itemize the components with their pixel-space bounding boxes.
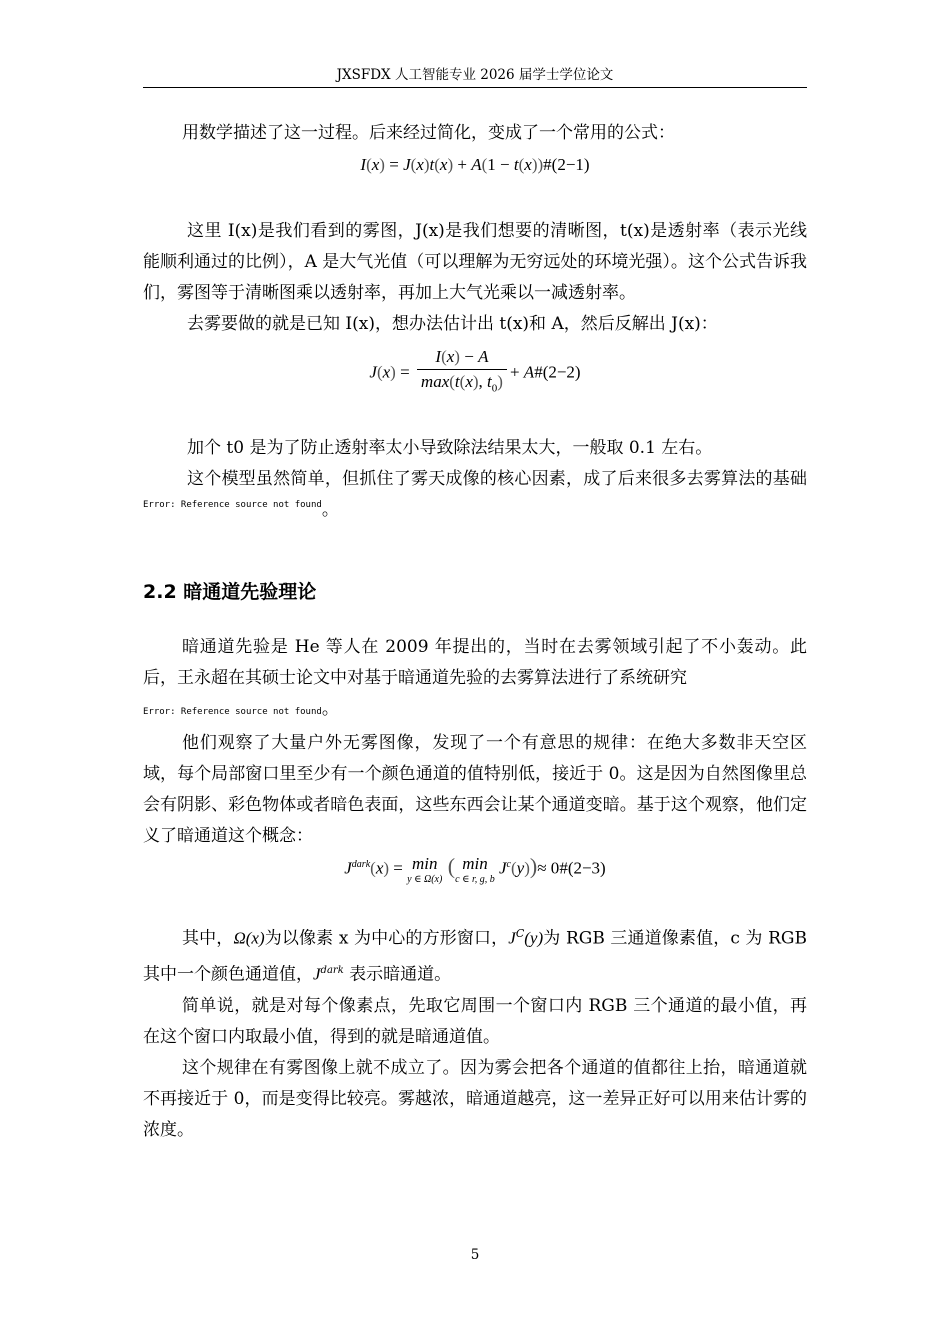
paragraph: 去雾要做的就是已知 I(x)，想办法估计出 t(x)和 A，然后反解出 J(x)： [187,314,718,334]
paragraph: 这个模型虽然简单，但抓住了雾天成像的核心因素，成了后来很多去雾算法的基础$^{Error: Reference source not found}$。 [143,469,807,521]
page-content [143,118,807,1146]
citation-error: Error: Reference source not found [143,707,322,718]
paragraph: 这里 I(x)是我们看到的雾图，J(x)是我们想要的清晰图，t(x)是透射率（表示光线能顺利通过的比例），A 是大气光值（可以理解为无穷远处的环境光强）。这个公式告诉我们，雾图等于清晰图乘以透射率，再加上大气光乘以一减透射率。 [143,221,807,303]
page-number: 5 [470,1247,480,1263]
paragraph: 简单说，就是对每个像素点，先取它周围一个窗口内 RGB 三个通道的最小值，再在这个窗口内取最小值，得到的就是暗通道值。 [143,995,807,1047]
paragraph: 用数学描述了这一过程。后来经过简化，变成了一个常用的公式： [182,123,675,143]
equation-2-1: I(x) = J(x)t(x) + A(1 − t(x))#(2−1) [360,155,590,174]
paragraph: 暗通道先验是 He 等人在 2009 年提出的，当时在去雾领域引起了不小轰动。此后，王永超在其硕士论文中对基于暗通道先验的去雾算法进行了系统研究 Error: Reference source not found。 [143,637,807,720]
paragraph: 这个规律在有雾图像上就不成立了。因为雾会把各个通道的值都往上抬，暗通道就不再接近于 0，而是变得比较亮。雾越浓，暗通道越亮，这一差异正好可以用来估计雾的浓度。 [143,1057,807,1140]
equation-tag: #(2−1) [543,155,590,174]
paragraph: 加个 t0 是为了防止透射率太小导致除法结果太大，一般取 0.1 左右。 [187,438,713,459]
equation-2-2: J(x) = $\frac{I(x) - A}{\max(t(x), t_0)}$ + A#(2−2) [143,346,807,399]
fraction: $\frac{I(x) - A}{\max(t(x), t_0)}$ [417,346,507,399]
paragraph: 其中，Ω(x)为以像素 x 为中心的方形窗口，$J^C(y)$为 RGB 三通道像素值，c 为 RGB 其中一个颜色通道值，$J^{dark}$ 表示暗通道。 [143,927,807,985]
equation-tag: #(2−3) [559,859,606,879]
running-header: JXSFDX 人工智能专业 2026 届学士学位论文 [143,66,807,88]
equation-2-3: $J^{dark}(x) = \min$ y ∈ Ω(x) ( min c ∈ r, g, b $J^c(y))\approx$ 0#(2−3) [344,854,606,886]
equation-tag: #(2−2) [534,362,581,382]
section-heading: 2.2 暗通道先验理论 [143,581,317,604]
citation-error: Error: Reference source not found [143,500,322,511]
paragraph: 他们观察了大量户外无雾图像，发现了一个有意思的规律：在绝大多数非天空区域，每个局部窗口里至少有一个颜色通道的值特别低，接近于 0。这是因为自然图像里总会有阴影、彩色物体或者暗色表面，这些东西会让某个通道变暗。基于这个观察，他们定义了暗通道这个概念： [143,733,807,847]
